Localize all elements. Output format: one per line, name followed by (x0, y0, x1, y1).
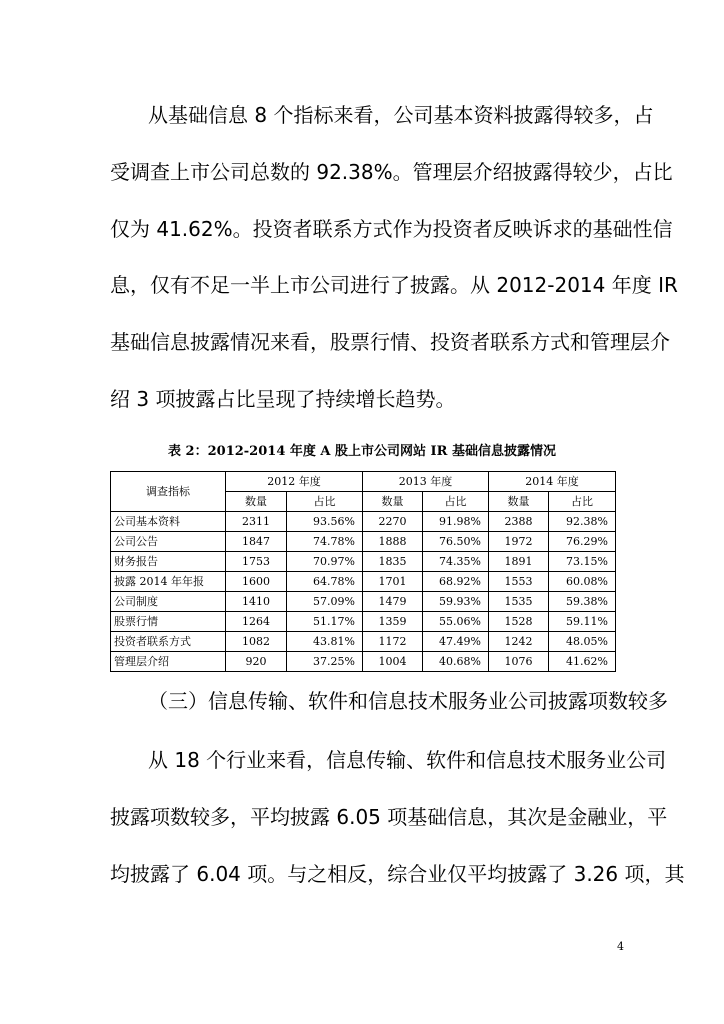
table-body (111, 512, 616, 672)
indicator-cell: 公司公告 (111, 532, 226, 552)
ratio-cell: 41.62% (549, 652, 616, 672)
count-cell: 1701 (363, 572, 423, 592)
paragraph-line: 从基础信息 8 个指标来看，公司基本资料披露得较多，占 (148, 103, 654, 127)
count-cell: 1479 (363, 592, 423, 612)
count-cell: 2311 (226, 512, 287, 532)
count-cell: 1082 (226, 632, 287, 652)
count-cell: 1972 (489, 532, 549, 552)
table-header-row (111, 472, 616, 492)
indicator-cell: 投资者联系方式 (111, 632, 226, 652)
table-row (111, 512, 616, 532)
table-row (111, 592, 616, 612)
paragraph-line: 绍 3 项披露占比呈现了持续增长趋势。 (110, 387, 456, 411)
ratio-cell: 92.38% (549, 512, 616, 532)
indicator-cell: 公司制度 (111, 592, 226, 612)
count-cell: 1410 (226, 592, 287, 612)
ratio-cell: 51.17% (287, 612, 363, 632)
table-row (111, 572, 616, 592)
ratio-header: 占比 (287, 492, 363, 512)
section-heading: （三）信息传输、软件和信息技术服务业公司披露项数较多 (148, 689, 668, 713)
paragraph-line: 仅为 41.62%。投资者联系方式作为投资者反映诉求的基础性信 (110, 217, 673, 241)
ratio-cell: 74.35% (423, 552, 489, 572)
indicator-cell: 财务报告 (111, 552, 226, 572)
count-cell: 1888 (363, 532, 423, 552)
count-cell: 1004 (363, 652, 423, 672)
ratio-header: 占比 (549, 492, 616, 512)
ratio-cell: 68.92% (423, 572, 489, 592)
ratio-cell: 59.11% (549, 612, 616, 632)
table-row (111, 632, 616, 652)
count-cell: 2270 (363, 512, 423, 532)
ratio-cell: 70.97% (287, 552, 363, 572)
count-cell: 1847 (226, 532, 287, 552)
ir-disclosure-table (110, 471, 616, 672)
count-cell: 1242 (489, 632, 549, 652)
paragraph-line: 从 18 个行业来看，信息传输、软件和信息技术服务业公司 (148, 748, 667, 772)
ratio-cell: 47.49% (423, 632, 489, 652)
page-number: 4 (617, 940, 624, 953)
paragraph-line: 息，仅有不足一半上市公司进行了披露。从 2012-2014 年度 IR (110, 273, 678, 297)
ratio-cell: 93.56% (287, 512, 363, 532)
ratio-cell: 64.78% (287, 572, 363, 592)
ratio-cell: 73.15% (549, 552, 616, 572)
count-cell: 1891 (489, 552, 549, 572)
count-header: 数量 (363, 492, 423, 512)
indicator-header: 调查指标 (111, 472, 226, 512)
ratio-cell: 37.25% (287, 652, 363, 672)
paragraph-line: 受调查上市公司总数的 92.38%。管理层介绍披露得较少，占比 (110, 160, 673, 184)
ratio-cell: 40.68% (423, 652, 489, 672)
count-cell: 920 (226, 652, 287, 672)
ratio-cell: 59.93% (423, 592, 489, 612)
table-row (111, 652, 616, 672)
count-cell: 1753 (226, 552, 287, 572)
year-header: 2013 年度 (363, 472, 489, 492)
year-header: 2012 年度 (226, 472, 363, 492)
ratio-cell: 59.38% (549, 592, 616, 612)
count-cell: 1264 (226, 612, 287, 632)
count-cell: 1528 (489, 612, 549, 632)
ratio-cell: 76.29% (549, 532, 616, 552)
indicator-cell: 股票行情 (111, 612, 226, 632)
ratio-cell: 43.81% (287, 632, 363, 652)
year-header: 2014 年度 (489, 472, 616, 492)
ratio-cell: 57.09% (287, 592, 363, 612)
ratio-cell: 55.06% (423, 612, 489, 632)
indicator-cell: 管理层介绍 (111, 652, 226, 672)
ratio-header: 占比 (423, 492, 489, 512)
count-cell: 1535 (489, 592, 549, 612)
table-caption: 表 2：2012-2014 年度 A 股上市公司网站 IR 基础信息披露情况 (168, 444, 556, 459)
count-cell: 1600 (226, 572, 287, 592)
table-row (111, 552, 616, 572)
count-cell: 2388 (489, 512, 549, 532)
table-row (111, 532, 616, 552)
ratio-cell: 48.05% (549, 632, 616, 652)
count-cell: 1076 (489, 652, 549, 672)
count-cell: 1553 (489, 572, 549, 592)
indicator-cell: 披露 2014 年年报 (111, 572, 226, 592)
indicator-cell: 公司基本资料 (111, 512, 226, 532)
ratio-cell: 74.78% (287, 532, 363, 552)
paragraph-line: 披露项数较多，平均披露 6.05 项基础信息，其次是金融业，平 (110, 805, 668, 829)
count-cell: 1172 (363, 632, 423, 652)
paragraph-line: 基础信息披露情况来看，股票行情、投资者联系方式和管理层介 (110, 330, 670, 354)
count-cell: 1835 (363, 552, 423, 572)
ratio-cell: 60.08% (549, 572, 616, 592)
table-row (111, 612, 616, 632)
count-header: 数量 (489, 492, 549, 512)
ratio-cell: 76.50% (423, 532, 489, 552)
ratio-cell: 91.98% (423, 512, 489, 532)
count-header: 数量 (226, 492, 287, 512)
count-cell: 1359 (363, 612, 423, 632)
paragraph-line: 均披露了 6.04 项。与之相反，综合业仅平均披露了 3.26 项，其 (110, 862, 685, 886)
